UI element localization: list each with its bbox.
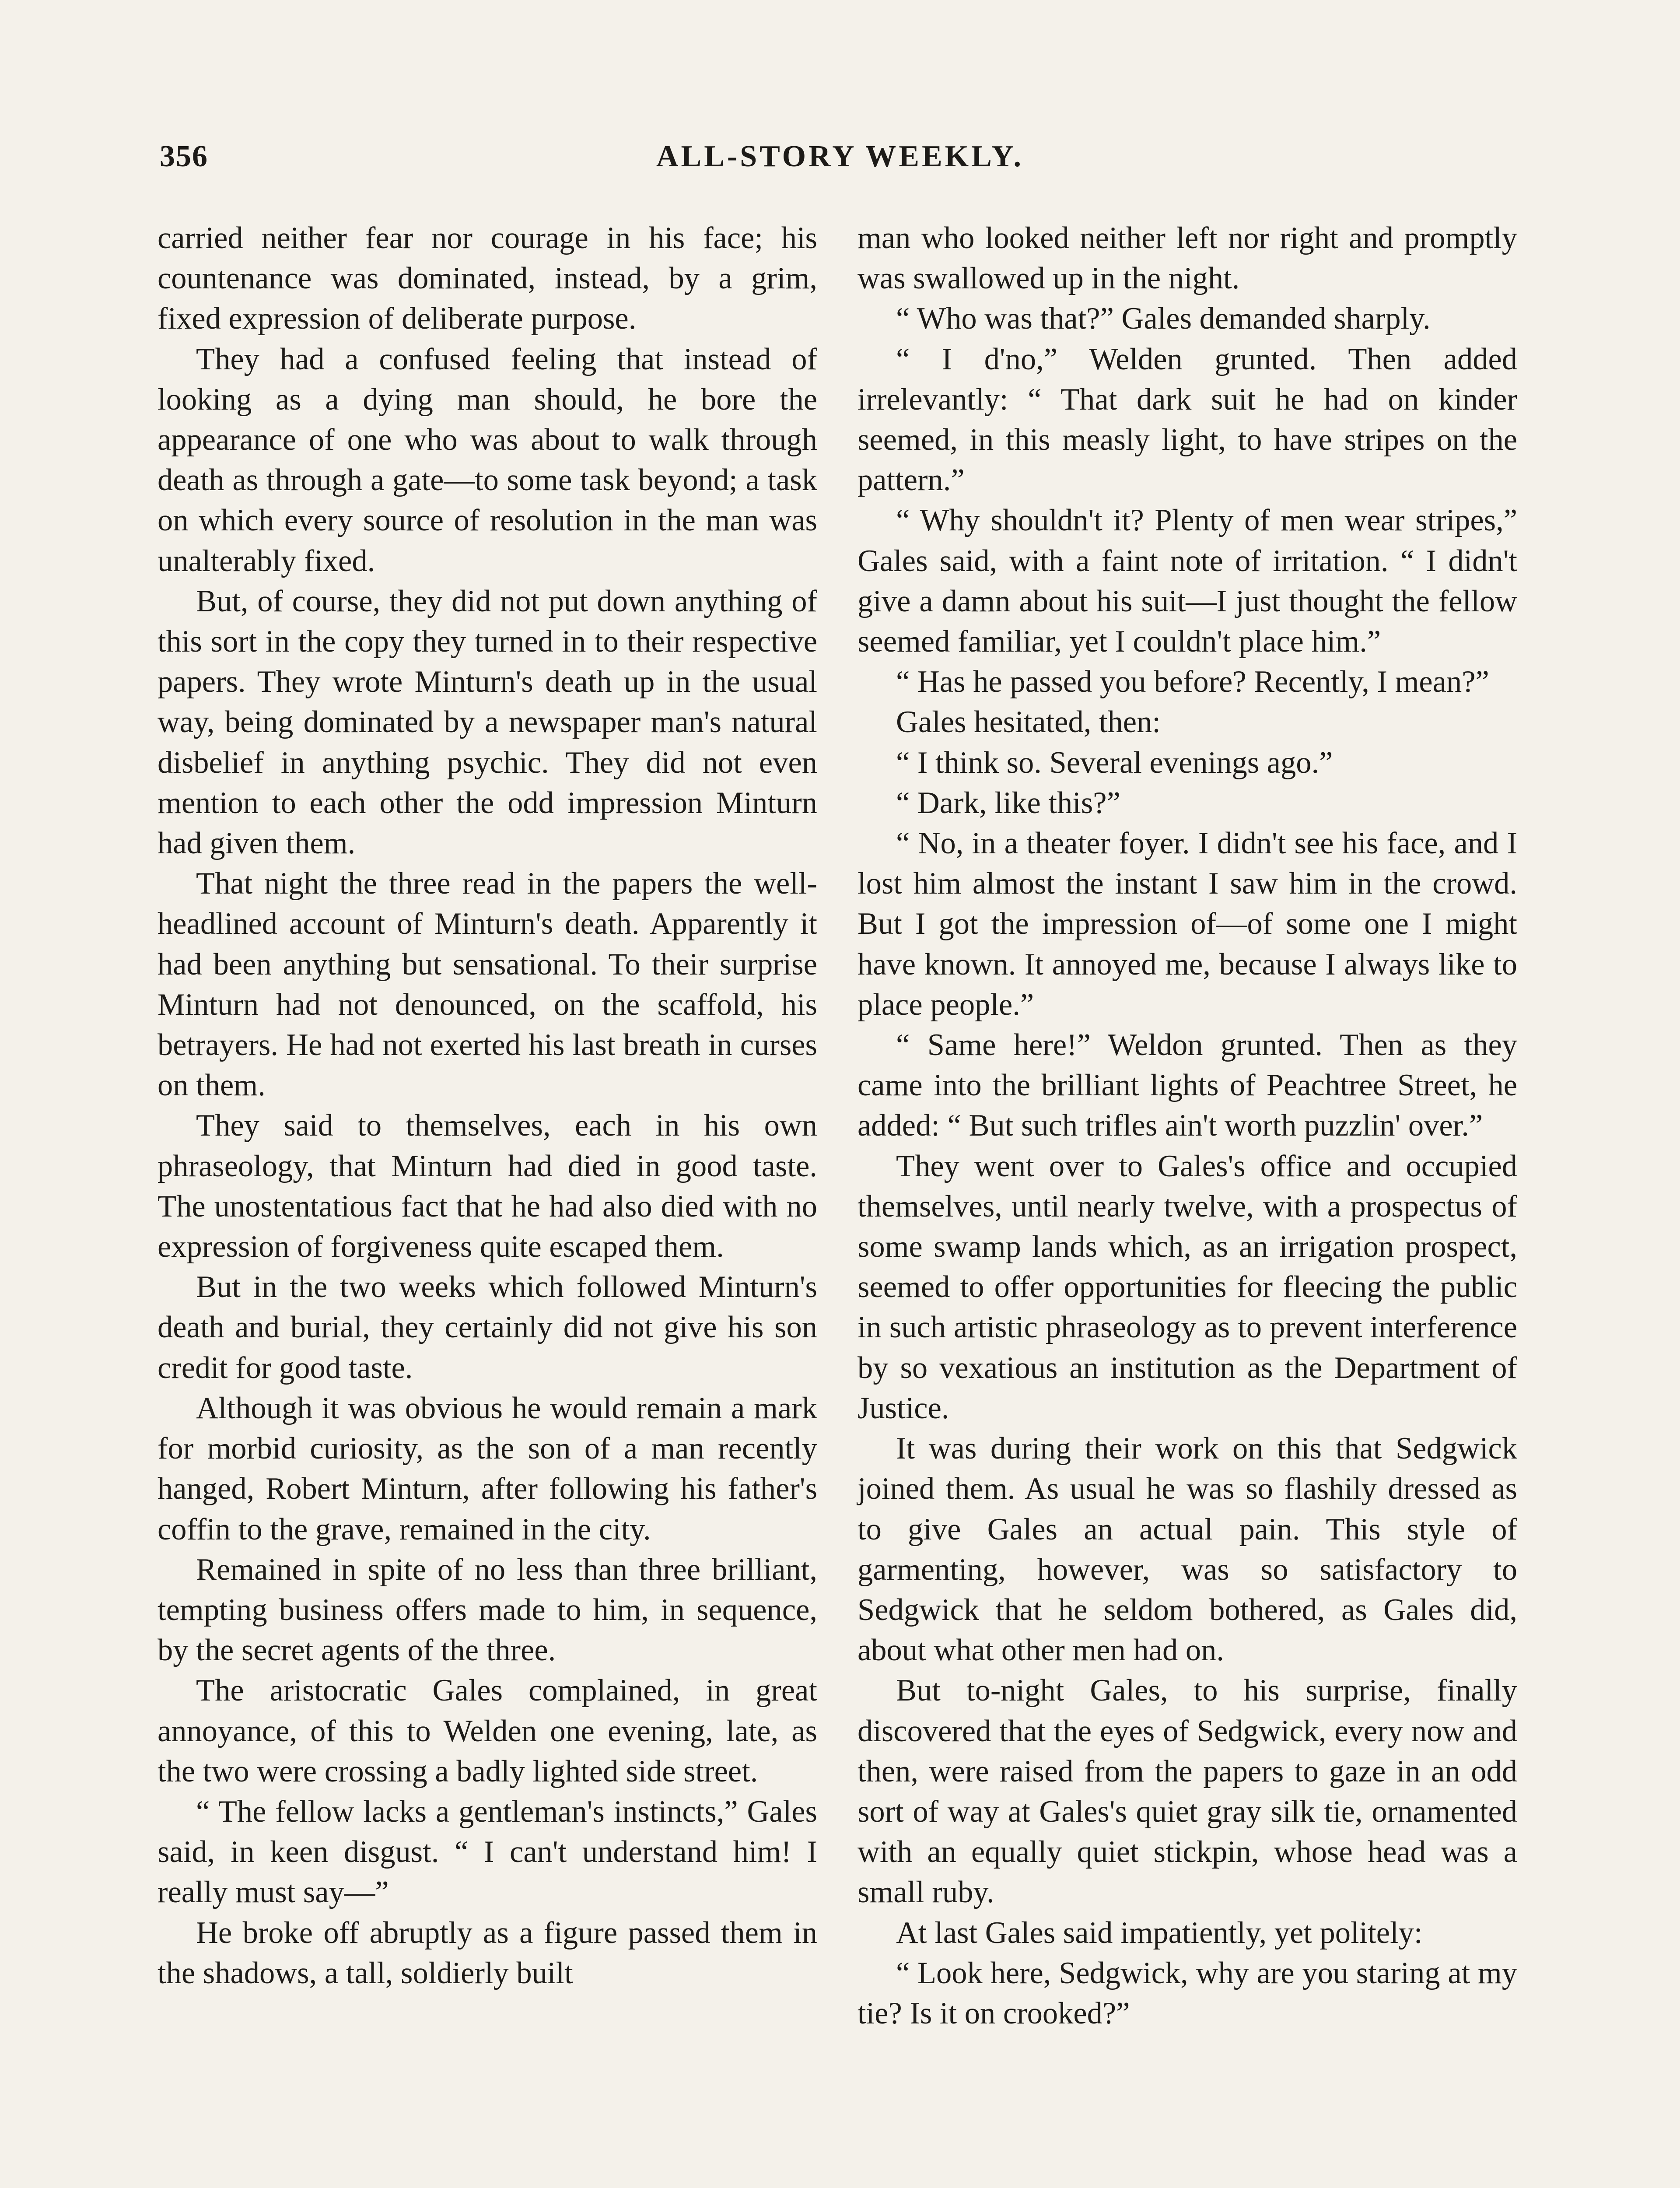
left-column	[158, 218, 817, 1993]
paragraph: “ No, in a theater foyer. I didn't see his face, and I lost him almost the instant I saw him in the crowd. But I got the impression of—of some one I might have known. It annoyed me, because I always like to place people.”	[858, 826, 1517, 1022]
paragraph: They went over to Gales's office and occupied themselves, until nearly twelve, with a prospectus of some swamp lands which, as an irrigation prospect, seemed to offer opportunities for fleecing the public in such artistic phraseology as to prevent interference by so vexatious an institution as the Department of Justice.	[858, 1149, 1517, 1425]
running-head: ALL-STORY WEEKLY.	[656, 140, 1024, 173]
paragraph: But to-night Gales, to his surprise, finally discovered that the eyes of Sedgwick, every now and then, were raised from the papers to gaze in an odd sort of way at Gales's quiet gray silk tie, ornamented with an equally quiet stickpin, whose head was a small ruby.	[858, 1673, 1517, 1910]
paragraph: But in the two weeks which followed Minturn's death and burial, they certainly did not give his son credit for good taste.	[158, 1270, 817, 1385]
paragraph: He broke off abruptly as a figure passed them in the shadows, a tall, soldierly built	[158, 1915, 817, 1990]
paragraph: Although it was obvious he would remain a mark for morbid curiosity, as the son of a man recently hanged, Robert Minturn, after following his father's coffin to the grave, remained in the city.	[158, 1391, 817, 1546]
paragraph: “ Dark, like this?”	[896, 785, 1120, 820]
paragraph: “ The fellow lacks a gentleman's instincts,” Gales said, in keen disgust. “ I can't understand him! I really must say—”	[158, 1794, 817, 1910]
paragraph: At last Gales said impatiently, yet politely:	[896, 1915, 1423, 1950]
paragraph: “ I d'no,” Welden grunted. Then added irrelevantly: “ That dark suit he had on kinder seemed, in this measly light, to have stripes on the pattern.”	[858, 342, 1517, 498]
page-header	[160, 139, 1520, 183]
paragraph: But, of course, they did not put down anything of this sort in the copy they turned in to their respective papers. They wrote Minturn's death up in the usual way, being dominated by a newspaper man's natural disbelief in anything psychic. They did not even mention to each other the odd impression Minturn had given them.	[158, 584, 817, 861]
paragraph: Remained in spite of no less than three brilliant, tempting business offers made to him, in sequence, by the secret agents of the three.	[158, 1552, 817, 1668]
paragraph: “ Has he passed you before? Recently, I mean?”	[896, 665, 1489, 699]
paragraph: It was during their work on this that Sedgwick joined them. As usual he was so flashily dressed as to give Gales an actual pain. This style of garmenting, however, was so satisfactory to Sedgwick that he seldom bothered, as Gales did, about what other men had on.	[858, 1431, 1517, 1668]
paragraph: Gales hesitated, then:	[896, 705, 1161, 740]
paragraph: That night the three read in the papers the well-headlined account of Minturn's death. Apparently it had been anything but sensational. To their surprise Minturn had not denounced, on the scaffold, his betrayers. He had not exerted his last breath in curses on them.	[158, 866, 817, 1103]
paragraph: The aristocratic Gales complained, in great annoyance, of this to Welden one evening, late, as the two were crossing a badly lighted side street.	[158, 1673, 817, 1788]
paragraph: man who looked neither left nor right and promptly was swallowed up in the night.	[858, 221, 1517, 296]
paragraph: They said to themselves, each in his own phraseology, that Minturn had died in good taste. The unostentatious fact that he had also died with no expression of forgiveness quite escaped them.	[158, 1108, 817, 1264]
page-number: 356	[160, 140, 208, 173]
paragraph: They had a confused feeling that instead of looking as a dying man should, he bore the appearance of one who was about to walk through death as through a gate—to some task beyond; a task on which every source of resolution in the man was unalterably fixed.	[158, 342, 817, 578]
paragraph: “ Who was that?” Gales demanded sharply.	[896, 302, 1431, 336]
paragraph: “ Look here, Sedgwick, why are you staring at my tie? Is it on crooked?”	[858, 1956, 1517, 2030]
paragraph: “ Why shouldn't it? Plenty of men wear stripes,” Gales said, with a faint note of irritation. “ I didn't give a damn about his suit—I just thought the fellow seemed familiar, yet I couldn't place him.”	[858, 503, 1517, 659]
right-column	[858, 218, 1517, 2034]
paragraph: “ I think so. Several evenings ago.”	[896, 745, 1333, 780]
paragraph: “ Same here!” Weldon grunted. Then as they came into the brilliant lights of Peachtree Street, he added: “ But such trifles ain't worth puzzlin' over.”	[858, 1028, 1517, 1143]
paragraph: carried neither fear nor courage in his face; his countenance was dominated, instead, by a grim, fixed expression of deliberate purpose.	[158, 221, 817, 336]
